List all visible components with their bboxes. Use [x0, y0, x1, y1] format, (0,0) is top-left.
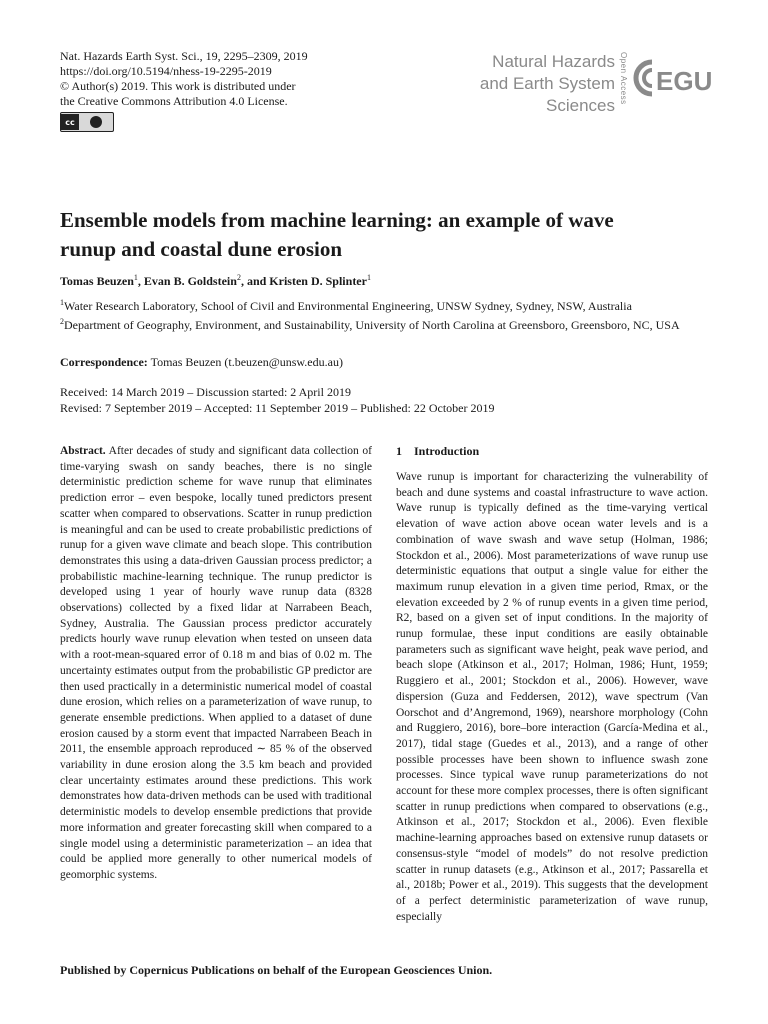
- journal-citation: Nat. Hazards Earth Syst. Sci., 19, 2295–2309, 2019: [60, 49, 308, 63]
- affiliations: [60, 295, 710, 333]
- affiliation-number: 1: [60, 298, 64, 307]
- correspondence-label: Correspondence:: [60, 355, 148, 369]
- affiliation-marker: 1: [133, 273, 138, 282]
- attribution-icon: [79, 116, 113, 128]
- affiliation-marker: 2: [236, 273, 241, 282]
- author-list: Tomas Beuzen$^1$, Evan B. Goldstein$^2$, and Kristen D. Splinter$^1$: [60, 273, 371, 288]
- correspondence: [60, 355, 343, 370]
- journal-name-line: Sciences: [546, 96, 615, 115]
- affiliation: [60, 314, 710, 333]
- dates-line: Received: 14 March 2019 – Discussion started: 2 April 2019: [60, 385, 351, 399]
- abstract-text: After decades of study and significant data collection of time-varying swash on sandy beaches, there is no single deterministic prediction scheme for wave runup that eliminates prediction error – even bespoke, locally tuned predictors present scatter when compared to observations. Scatter in runup prediction is meaningful and can be used to create probabilistic predictions of runup for a given wave climate and beach slope. This contribution demonstrates this using a data-driven Gaussian process predictor; a probabilistic machine-learning technique. The runup predictor is developed using 1 year of hourly wave runup data (8328 observations) collected by a fixed lidar at Narrabeen Beach, Sydney, Australia. The Gaussian process predictor accurately predicts hourly wave runup elevation when tested on unseen data with a root-mean-squared error of 0.18 m and bias of 0.02 m. The uncertainty estimates output from the probabilistic GP predictor are then used practically in a deterministic numerical model of coastal dune erosion, which relies on a parameterization of wave runup, to generate ensemble predictions. When applied to a dataset of dune erosion caused by a storm event that impacted Narrabeen Beach in 2011, the ensemble approach reproduced ∼ 85 % of the observed variability in dune erosion along the 3.5 km beach and provided clear uncertainty estimates around these predictions. This work demonstrates how data-driven methods can be used with traditional deterministic models to develop ensemble predictions that provide more information and greater forecasting skill when compared to a single model using a deterministic parameterization – an idea that could be applied more generally to other numerical models of geomorphic systems.: [60, 445, 372, 881]
- paper-title: Ensemble models from machine learning: an example of wave runup and coastal dune erosion: [60, 208, 614, 261]
- journal-name: [480, 51, 615, 117]
- affiliation-number: 2: [60, 317, 64, 326]
- section-number: 1: [396, 444, 402, 458]
- publisher-footer: Published by Copernicus Publications on behalf of the European Geosciences Union.: [60, 963, 493, 977]
- affiliation-text: Water Research Laboratory, School of Civil and Environmental Engineering, UNSW Sydney, Sydney, NSW, Australia: [64, 299, 632, 313]
- author-name[interactable]: Evan B. Goldstein: [143, 274, 237, 288]
- affiliation-text: Department of Geography, Environment, and Sustainability, University of North Carolina at Greensboro, Greensboro, NC, USA: [64, 318, 680, 332]
- open-access-label: Open Access: [619, 51, 628, 105]
- journal-name-line: and Earth System: [479, 74, 615, 93]
- section-heading: [396, 444, 479, 459]
- citation-block: [60, 49, 308, 109]
- egu-logo-icon: [632, 56, 712, 100]
- doi-link[interactable]: https://doi.org/10.5194/nhess-19-2295-2019: [60, 64, 272, 78]
- copyright-line: © Author(s) 2019. This work is distributed under: [60, 79, 296, 93]
- correspondence-text[interactable]: Tomas Beuzen (t.beuzen@unsw.edu.au): [150, 355, 343, 369]
- section-title: Introduction: [414, 444, 480, 458]
- author-name[interactable]: Tomas Beuzen: [60, 274, 134, 288]
- person-icon: [90, 116, 102, 128]
- affiliation-marker: 1: [366, 273, 371, 282]
- publication-dates: [60, 384, 494, 416]
- egu-logo-text: EGU: [656, 66, 712, 96]
- dates-line: Revised: 7 September 2019 – Accepted: 11 September 2019 – Published: 22 October 2019: [60, 401, 495, 415]
- author-name[interactable]: Kristen D. Splinter: [269, 274, 367, 288]
- abstract-label: Abstract.: [60, 445, 106, 457]
- license-line: the Creative Commons Attribution 4.0 License.: [60, 94, 288, 108]
- cc-icon: cc: [61, 114, 79, 130]
- abstract: [60, 444, 372, 884]
- journal-name-line: Natural Hazards: [492, 52, 615, 71]
- cc-by-license-badge[interactable]: [60, 112, 114, 132]
- introduction-text: Wave runup is important for characterizing the vulnerability of beach and dune systems and coastal infrastructure to wave action. Wave runup is typically defined as the time-varying vertical elevation of wave action above ocean water levels and is a combination of wave swash and wave setup (Holman, 1986; Stockdon et al., 2006). Most parameterizations of wave runup use deterministic equations that output a single value for either the maximum runup elevation in a given time period, Rmax, or the elevation exceeded by 2 % of runup events in a given time period, R2, based on a given set of input conditions. In the majority of runup formulae, these input conditions are easily obtainable parameters such as significant wave height, peak wave period, and beach slope (Atkinson et al., 2017; Holman, 1986; Hunt, 1959; Ruggiero et al., 2001; Stockdon et al., 2006). However, wave dispersion (Guza and Feddersen, 2012), wave spectrum (Van Oorschot and d’Angremond, 1969), nearshore morphology (Cohn and Ruggiero, 2016), bore–bore interaction (García-Medina et al., 2017), tidal stage (Guedes et al., 2013), and a range of other possible processes have been shown to influence swash zone processes. Since typical wave runup parameterizations do not account for these more complex processes, there is often significant scatter in runup predictions when compared to observations (e.g., Atkinson et al., 2017; Stockdon et al., 2006). Even flexible machine-learning approaches based on extensive runup datasets or consensus-style “model of models” do not resolve prediction scatter in runup datasets (e.g., Atkinson et al., 2017; Passarella et al., 2018b; Power et al., 2019). This suggests that the development of a perfect deterministic parameterization of wave runup, especially: [396, 471, 708, 923]
- affiliation: [60, 295, 710, 314]
